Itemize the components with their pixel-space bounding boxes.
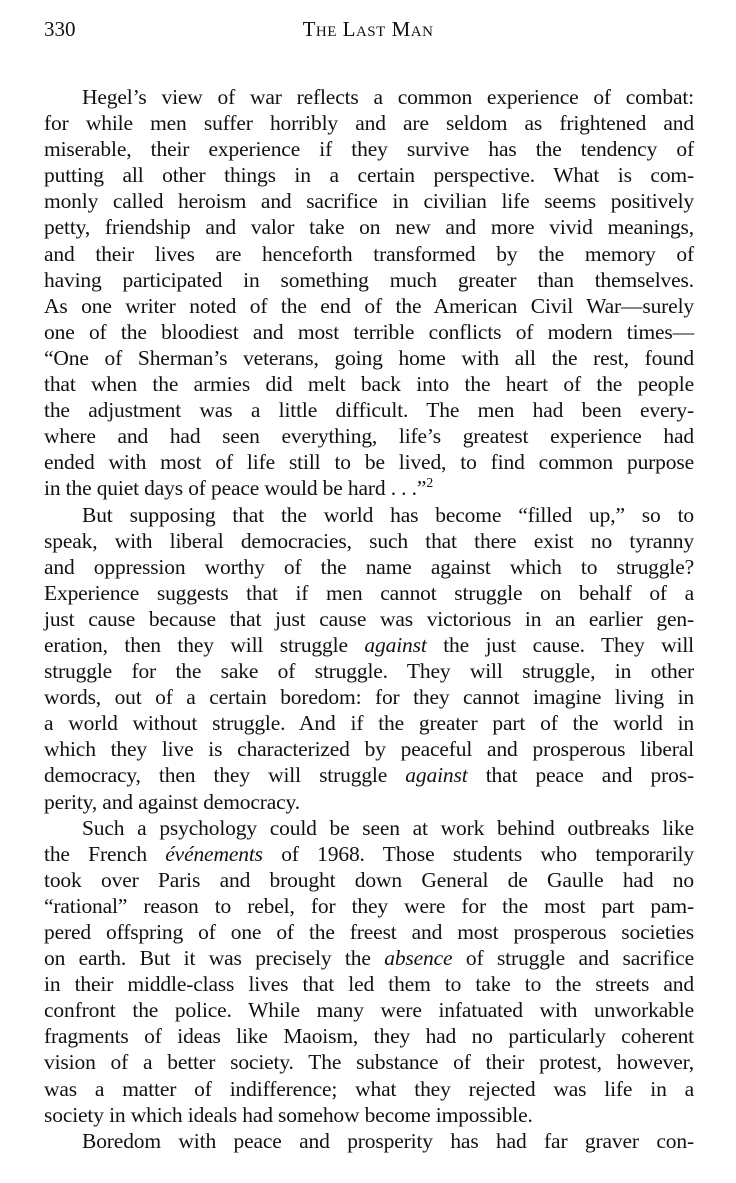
text-run: which they live is characterized by peaceful and prosperous liberal xyxy=(44,737,694,762)
text-line xyxy=(44,997,694,1023)
text-line xyxy=(44,971,694,997)
text-run: a world without struggle. And if the greater part of the world in xyxy=(44,711,694,736)
text-run: that when the armies did melt back into the heart of the people xyxy=(44,372,694,397)
page-number: 330 xyxy=(44,17,76,41)
text-line xyxy=(44,319,694,345)
text-run: on earth. But it was precisely the xyxy=(44,946,385,971)
text-run: Experience suggests that if men cannot struggle on behalf of a xyxy=(44,580,694,605)
text-line xyxy=(44,84,694,110)
text-line xyxy=(44,502,694,528)
text-line xyxy=(44,632,694,658)
text-line xyxy=(44,475,694,501)
text-run: the French xyxy=(44,841,166,866)
text-run: confront the police. While many were infatuated with unworkable xyxy=(44,998,694,1023)
text-line xyxy=(44,241,694,267)
text-line xyxy=(44,449,694,475)
text-line xyxy=(44,841,694,867)
text-line xyxy=(44,710,694,736)
text-run: monly called heroism and sacrifice in civilian life seems positively xyxy=(44,189,694,214)
body-text xyxy=(44,84,694,1154)
text-run: and their lives are henceforth transformed by the memory of xyxy=(44,241,694,266)
text-run: took over Paris and brought down General de Gaulle had no xyxy=(44,867,694,892)
text-line xyxy=(44,606,694,632)
text-line xyxy=(44,345,694,371)
text-line xyxy=(44,110,694,136)
text-line xyxy=(44,684,694,710)
text-line xyxy=(44,945,694,971)
text-run: having participated in something much greater than themselves. xyxy=(44,267,694,292)
italic-term: against xyxy=(364,632,427,657)
text-run: petty, friendship and valor take on new and more vivid meanings, xyxy=(44,215,694,240)
text-line xyxy=(44,789,694,815)
text-run: struggle for the sake of struggle. They will struggle, in other xyxy=(44,659,694,684)
text-run: society in which ideals had somehow become impossible. xyxy=(44,1102,533,1127)
text-line xyxy=(44,815,694,841)
text-run: just cause because that just cause was victorious in an earlier gen- xyxy=(44,606,694,631)
text-run: words, out of a certain boredom: for they cannot imagine living in xyxy=(44,685,694,710)
text-run: Boredom with peace and prosperity has had far graver con- xyxy=(82,1128,694,1153)
text-line xyxy=(44,1128,694,1154)
text-run: fragments of ideas like Maoism, they had no particularly coherent xyxy=(44,1024,694,1049)
text-run: Such a psychology could be seen at work behind outbreaks like xyxy=(82,815,694,840)
text-line xyxy=(44,162,694,188)
text-line xyxy=(44,1076,694,1102)
text-run: perity, and against democracy. xyxy=(44,789,300,814)
text-line xyxy=(44,214,694,240)
running-head xyxy=(44,16,692,42)
text-run: Hegel’s view of war reflects a common experience of combat: xyxy=(82,85,694,109)
text-line xyxy=(44,528,694,554)
text-run: “rational” reason to rebel, for they were for the most part pam- xyxy=(44,893,694,918)
running-title: The Last Man xyxy=(302,17,434,41)
text-run: of struggle and sacrifice xyxy=(452,946,694,971)
text-run: that peace and pros- xyxy=(467,763,694,788)
text-run: in the quiet days of peace would be hard . . .” xyxy=(44,476,427,501)
text-run: miserable, their experience if they survive has the tendency of xyxy=(44,137,694,162)
text-run: pered offspring of one of the freest and most prosperous societies xyxy=(44,920,694,944)
text-line xyxy=(44,580,694,606)
footnote-marker: 2 xyxy=(426,476,434,492)
text-line xyxy=(44,1023,694,1049)
text-run: in their middle-class lives that led them to take to the streets and xyxy=(44,972,694,997)
text-line xyxy=(44,188,694,214)
text-line xyxy=(44,136,694,162)
text-line xyxy=(44,423,694,449)
text-line xyxy=(44,762,694,788)
text-run: and oppression worthy of the name against which to struggle? xyxy=(44,554,694,579)
italic-term: événements xyxy=(165,841,263,866)
text-line xyxy=(44,293,694,319)
text-run: ended with most of life still to be lived, to find common purpose xyxy=(44,450,694,475)
text-line xyxy=(44,658,694,684)
text-line xyxy=(44,736,694,762)
text-run: As one writer noted of the end of the American Civil War—surely xyxy=(44,293,694,318)
text-line xyxy=(44,919,694,945)
text-run: democracy, then they will struggle xyxy=(44,763,406,788)
text-run: putting all other things in a certain perspective. What is com- xyxy=(44,163,694,188)
text-run: speak, with liberal democracies, such that there exist no tyranny xyxy=(44,528,694,553)
text-line xyxy=(44,397,694,423)
text-run: eration, then they will struggle xyxy=(44,632,365,657)
text-line xyxy=(44,554,694,580)
text-line xyxy=(44,371,694,397)
text-run: the just cause. They will xyxy=(426,632,694,657)
text-run: of 1968. Those students who temporarily xyxy=(262,841,694,866)
text-line xyxy=(44,1102,694,1128)
text-run: vision of a better society. The substance of their protest, however, xyxy=(44,1050,694,1075)
text-run: one of the bloodiest and most terrible conflicts of modern times— xyxy=(44,319,694,344)
text-run: was a matter of indifference; what they rejected was life in a xyxy=(44,1076,694,1101)
text-line xyxy=(44,267,694,293)
text-run: But supposing that the world has become “filled up,” so to xyxy=(82,502,694,527)
text-line xyxy=(44,1049,694,1075)
italic-term: absence xyxy=(384,946,453,971)
text-run: for while men suffer horribly and are seldom as frightened and xyxy=(44,111,694,136)
text-line xyxy=(44,893,694,919)
text-run: the adjustment was a little difficult. The men had been every- xyxy=(44,398,694,423)
italic-term: against xyxy=(405,763,468,788)
text-line xyxy=(44,867,694,893)
text-run: where and had seen everything, life’s greatest experience had xyxy=(44,424,694,449)
text-run: “One of Sherman’s veterans, going home with all the rest, found xyxy=(44,345,694,370)
